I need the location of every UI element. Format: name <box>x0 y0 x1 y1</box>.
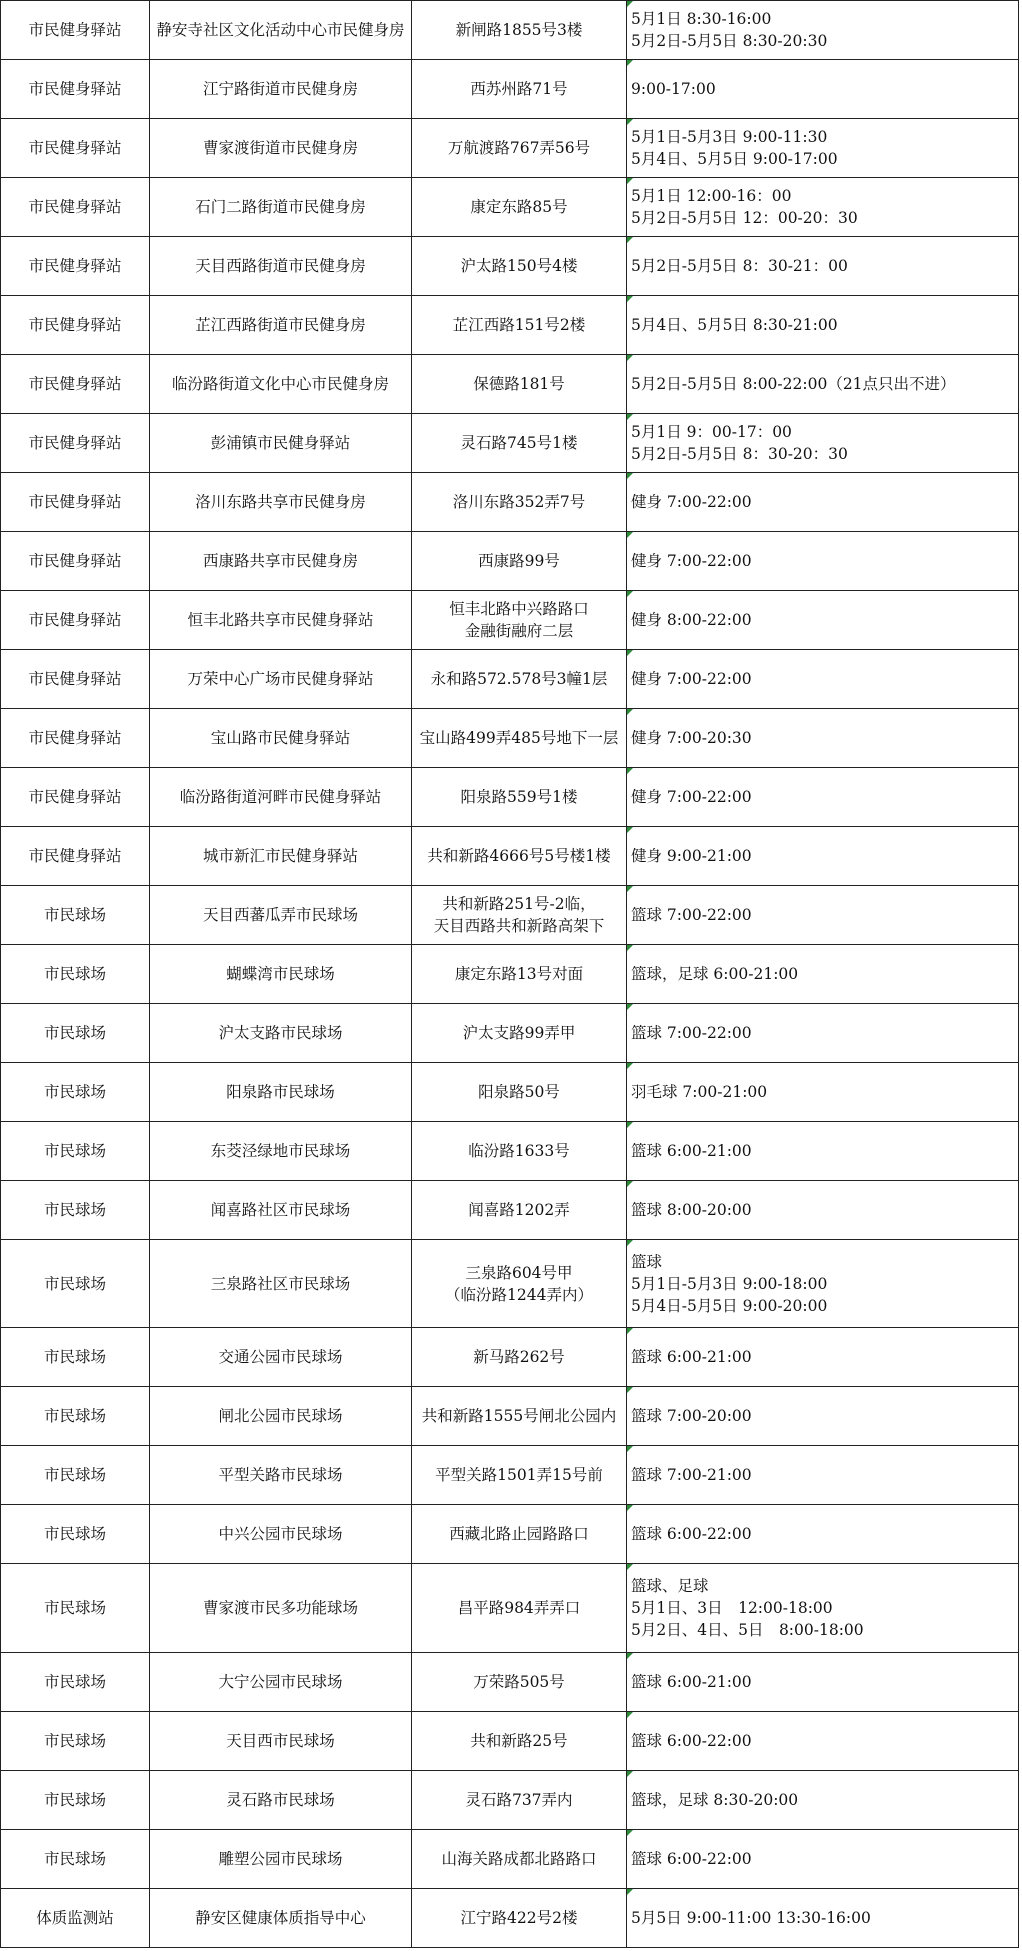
hours-line: 健身 7:00-22:00 <box>631 670 752 688</box>
venue-name-cell: 天目西路街道市民健身房 <box>150 237 412 296</box>
venue-name-cell: 中兴公园市民球场 <box>150 1505 412 1564</box>
opening-hours-cell <box>627 1712 1019 1771</box>
venue-name-cell: 平型关路市民球场 <box>150 1446 412 1505</box>
venue-address-cell <box>412 296 627 355</box>
venue-address-cell <box>412 768 627 827</box>
address-line: 共和新路25号 <box>470 1732 568 1750</box>
address-line: 临汾路1633号 <box>468 1142 570 1160</box>
venue-type-cell: 市民球场 <box>1 886 150 945</box>
table-row <box>1 237 1019 296</box>
address-line: 沪太路150号4楼 <box>460 257 578 275</box>
hours-line: 5月2日、4日、5日 8:00-18:00 <box>631 1621 864 1639</box>
venue-address-cell <box>412 1653 627 1712</box>
venue-type-cell: 市民健身驿站 <box>1 650 150 709</box>
venue-address-cell <box>412 1004 627 1063</box>
opening-hours-cell <box>627 414 1019 473</box>
venue-address-cell <box>412 1 627 60</box>
venue-name-cell: 城市新汇市民健身驿站 <box>150 827 412 886</box>
address-line: 新闸路1855号3楼 <box>455 21 583 39</box>
opening-hours-cell <box>627 119 1019 178</box>
table-row <box>1 1387 1019 1446</box>
table-row <box>1 1653 1019 1712</box>
venue-name-cell: 三泉路社区市民球场 <box>150 1240 412 1328</box>
venue-address-cell <box>412 1122 627 1181</box>
opening-hours-cell <box>627 1004 1019 1063</box>
opening-hours-cell <box>627 768 1019 827</box>
table-row <box>1 1004 1019 1063</box>
opening-hours-cell <box>627 1387 1019 1446</box>
venue-address-cell <box>412 60 627 119</box>
venue-type-cell: 市民健身驿站 <box>1 119 150 178</box>
venue-address-cell <box>412 709 627 768</box>
address-line: 天目西路共和新路高架下 <box>433 917 605 935</box>
venue-name-cell: 天目西蕃瓜弄市民球场 <box>150 886 412 945</box>
table-row <box>1 178 1019 237</box>
hours-line: 篮球 6:00-21:00 <box>631 1142 752 1160</box>
opening-hours-cell <box>627 1505 1019 1564</box>
opening-hours-cell <box>627 1564 1019 1653</box>
table-row <box>1 1181 1019 1240</box>
table-row <box>1 945 1019 1004</box>
address-line: 闻喜路1202弄 <box>468 1201 570 1219</box>
opening-hours-cell <box>627 1446 1019 1505</box>
hours-line: 篮球 7:00-22:00 <box>631 1024 752 1042</box>
venue-type-cell: 市民健身驿站 <box>1 709 150 768</box>
hours-line: 5月2日-5月5日 8：30-21：00 <box>631 257 848 275</box>
venue-name-cell: 宝山路市民健身驿站 <box>150 709 412 768</box>
venue-type-cell: 市民球场 <box>1 1564 150 1653</box>
venue-address-cell <box>412 355 627 414</box>
hours-line: 篮球 6:00-21:00 <box>631 1673 752 1691</box>
venue-name-cell: 西康路共享市民健身房 <box>150 532 412 591</box>
address-line: 西藏北路止园路路口 <box>449 1525 589 1543</box>
venue-type-cell: 市民球场 <box>1 1122 150 1181</box>
venue-type-cell: 市民健身驿站 <box>1 414 150 473</box>
venue-address-cell <box>412 1564 627 1653</box>
hours-line: 5月2日-5月5日 8:30-20:30 <box>631 32 828 50</box>
venue-type-cell: 市民健身驿站 <box>1 532 150 591</box>
table-row <box>1 1889 1019 1948</box>
address-line: 金融街融府二层 <box>464 622 574 640</box>
venue-type-cell: 市民球场 <box>1 945 150 1004</box>
venue-address-cell <box>412 1771 627 1830</box>
venue-type-cell: 市民球场 <box>1 1446 150 1505</box>
venue-name-cell: 闻喜路社区市民球场 <box>150 1181 412 1240</box>
hours-line: 5月1日-5月3日 9:00-18:00 <box>631 1274 828 1293</box>
opening-hours-cell <box>627 178 1019 237</box>
opening-hours-cell <box>627 355 1019 414</box>
venue-address-cell <box>412 237 627 296</box>
venue-name-cell: 江宁路街道市民健身房 <box>150 60 412 119</box>
hours-line: 5月4日、5月5日 8:30-21:00 <box>631 316 838 334</box>
venue-name-cell: 彭浦镇市民健身驿站 <box>150 414 412 473</box>
venue-type-cell: 市民健身驿站 <box>1 591 150 650</box>
table-row <box>1 473 1019 532</box>
venue-name-cell: 万荣中心广场市民健身驿站 <box>150 650 412 709</box>
hours-line: 健身 7:00-22:00 <box>631 552 752 570</box>
table-row <box>1 650 1019 709</box>
hours-line: 篮球 6:00-22:00 <box>631 1732 752 1750</box>
venue-schedule-body <box>1 1 1019 1948</box>
venue-address-cell <box>412 1240 627 1328</box>
venue-address-cell <box>412 1328 627 1387</box>
hours-line: 5月1日 12:00-16：00 <box>631 187 792 205</box>
address-line: 芷江西路151号2楼 <box>452 316 586 334</box>
hours-line: 9:00-17:00 <box>631 80 716 98</box>
opening-hours-cell <box>627 1063 1019 1122</box>
table-row <box>1 355 1019 414</box>
venue-type-cell: 市民球场 <box>1 1004 150 1063</box>
address-line: 恒丰北路中兴路路口 <box>449 600 589 618</box>
address-line: 共和新路251号-2临， <box>442 895 596 913</box>
venue-type-cell: 市民健身驿站 <box>1 355 150 414</box>
address-line: （临汾路1244弄内） <box>445 1285 593 1304</box>
venue-name-cell: 静安区健康体质指导中心 <box>150 1889 412 1948</box>
hours-line: 篮球 6:00-22:00 <box>631 1850 752 1868</box>
venue-address-cell <box>412 1889 627 1948</box>
hours-line: 健身 8:00-22:00 <box>631 611 752 629</box>
venue-address-cell <box>412 178 627 237</box>
hours-line: 篮球，足球 6:00-21:00 <box>631 965 799 983</box>
venue-name-cell: 临汾路街道河畔市民健身驿站 <box>150 768 412 827</box>
venue-name-cell: 洛川东路共享市民健身房 <box>150 473 412 532</box>
opening-hours-cell <box>627 591 1019 650</box>
address-line: 共和新路1555号闸北公园内 <box>421 1407 617 1425</box>
table-row <box>1 1505 1019 1564</box>
hours-line: 5月2日-5月5日 8:00-22:00（21点只出不进） <box>631 375 956 393</box>
hours-line: 篮球 7:00-21:00 <box>631 1466 752 1484</box>
venue-name-cell: 蝴蝶湾市民球场 <box>150 945 412 1004</box>
venue-address-cell <box>412 1505 627 1564</box>
opening-hours-cell <box>627 945 1019 1004</box>
table-row <box>1 886 1019 945</box>
hours-line: 健身 7:00-22:00 <box>631 788 752 806</box>
opening-hours-cell <box>627 532 1019 591</box>
venue-address-cell <box>412 532 627 591</box>
opening-hours-cell <box>627 60 1019 119</box>
venue-name-cell: 石门二路街道市民健身房 <box>150 178 412 237</box>
venue-type-cell: 市民健身驿站 <box>1 237 150 296</box>
venue-name-cell: 灵石路市民球场 <box>150 1771 412 1830</box>
table-row <box>1 60 1019 119</box>
venue-name-cell: 静安寺社区文化活动中心市民健身房 <box>150 1 412 60</box>
hours-line: 健身 7:00-20:30 <box>631 729 752 747</box>
address-line: 灵石路745号1楼 <box>460 434 578 452</box>
venue-address-cell <box>412 414 627 473</box>
venue-address-cell <box>412 827 627 886</box>
venue-name-cell: 雕塑公园市民球场 <box>150 1830 412 1889</box>
opening-hours-cell <box>627 650 1019 709</box>
address-line: 阳泉路559号1楼 <box>460 788 578 806</box>
opening-hours-cell <box>627 1830 1019 1889</box>
venue-type-cell: 市民球场 <box>1 1830 150 1889</box>
hours-line: 篮球、足球 <box>631 1577 709 1595</box>
address-line: 宝山路499弄485号地下一层 <box>419 729 619 747</box>
address-line: 万航渡路767弄56号 <box>447 139 591 157</box>
opening-hours-cell <box>627 1240 1019 1328</box>
hours-line: 5月1日 8:30-16:00 <box>631 10 772 28</box>
table-row <box>1 1712 1019 1771</box>
table-row <box>1 709 1019 768</box>
venue-type-cell: 市民球场 <box>1 1771 150 1830</box>
hours-line: 篮球，足球 8:30-20:00 <box>631 1791 799 1809</box>
hours-line: 5月2日-5月5日 12：00-20：30 <box>631 209 858 227</box>
venue-type-cell: 市民球场 <box>1 1505 150 1564</box>
address-line: 平型关路1501弄15号前 <box>435 1466 603 1484</box>
venue-address-cell <box>412 1712 627 1771</box>
address-line: 保德路181号 <box>473 375 565 393</box>
table-row <box>1 1771 1019 1830</box>
venue-name-cell: 曹家渡市民多功能球场 <box>150 1564 412 1653</box>
address-line: 西苏州路71号 <box>470 80 568 98</box>
venue-address-cell <box>412 1181 627 1240</box>
opening-hours-cell <box>627 1122 1019 1181</box>
venue-address-cell <box>412 591 627 650</box>
address-line: 永和路572.578号3幢1层 <box>430 670 608 688</box>
table-row <box>1 414 1019 473</box>
venue-type-cell: 体质监测站 <box>1 1889 150 1948</box>
address-line: 沪太支路99弄甲 <box>462 1024 576 1042</box>
venue-address-cell <box>412 1387 627 1446</box>
hours-line: 5月4日、5月5日 9:00-17:00 <box>631 150 838 168</box>
venue-type-cell: 市民球场 <box>1 1712 150 1771</box>
venue-name-cell: 临汾路街道文化中心市民健身房 <box>150 355 412 414</box>
address-line: 康定东路13号对面 <box>454 965 584 983</box>
venue-name-cell: 恒丰北路共享市民健身驿站 <box>150 591 412 650</box>
table-row <box>1 1446 1019 1505</box>
hours-line: 篮球 7:00-22:00 <box>631 906 752 924</box>
table-row <box>1 768 1019 827</box>
table-row <box>1 1328 1019 1387</box>
venue-address-cell <box>412 650 627 709</box>
opening-hours-cell <box>627 1 1019 60</box>
table-row <box>1 827 1019 886</box>
opening-hours-cell <box>627 1328 1019 1387</box>
hours-line: 篮球 6:00-22:00 <box>631 1525 752 1543</box>
table-row <box>1 1 1019 60</box>
table-row <box>1 1063 1019 1122</box>
venue-address-cell <box>412 1830 627 1889</box>
hours-line: 篮球 8:00-20:00 <box>631 1201 752 1219</box>
opening-hours-cell <box>627 886 1019 945</box>
opening-hours-cell <box>627 827 1019 886</box>
address-line: 三泉路604号甲 <box>465 1263 573 1282</box>
table-row <box>1 532 1019 591</box>
address-line: 万荣路505号 <box>473 1673 565 1691</box>
hours-line: 篮球 <box>631 1252 663 1271</box>
address-line: 洛川东路352弄7号 <box>452 493 586 511</box>
venue-type-cell: 市民球场 <box>1 1387 150 1446</box>
venue-type-cell: 市民健身驿站 <box>1 60 150 119</box>
hours-line: 健身 7:00-22:00 <box>631 493 752 511</box>
hours-line: 健身 9:00-21:00 <box>631 847 752 865</box>
venue-type-cell: 市民健身驿站 <box>1 296 150 355</box>
venue-address-cell <box>412 886 627 945</box>
opening-hours-cell <box>627 1771 1019 1830</box>
venue-type-cell: 市民健身驿站 <box>1 827 150 886</box>
hours-line: 5月5日 9:00-11:00 13:30-16:00 <box>631 1909 871 1927</box>
table-row <box>1 591 1019 650</box>
venue-type-cell: 市民球场 <box>1 1181 150 1240</box>
hours-line: 篮球 7:00-20:00 <box>631 1407 752 1425</box>
venue-type-cell: 市民球场 <box>1 1240 150 1328</box>
venue-name-cell: 沪太支路市民球场 <box>150 1004 412 1063</box>
address-line: 康定东路85号 <box>470 198 568 216</box>
venue-type-cell: 市民球场 <box>1 1653 150 1712</box>
opening-hours-cell <box>627 296 1019 355</box>
venue-type-cell: 市民健身驿站 <box>1 1 150 60</box>
venue-type-cell: 市民健身驿站 <box>1 768 150 827</box>
venue-name-cell: 阳泉路市民球场 <box>150 1063 412 1122</box>
venue-type-cell: 市民健身驿站 <box>1 178 150 237</box>
table-row <box>1 1122 1019 1181</box>
opening-hours-cell <box>627 1889 1019 1948</box>
opening-hours-cell <box>627 709 1019 768</box>
hours-line: 5月1日 9：00-17：00 <box>631 423 792 441</box>
hours-line: 篮球 6:00-21:00 <box>631 1348 752 1366</box>
hours-line: 羽毛球 7:00-21:00 <box>631 1083 768 1101</box>
hours-line: 5月1日-5月3日 9:00-11:30 <box>631 128 828 146</box>
venue-name-cell: 曹家渡街道市民健身房 <box>150 119 412 178</box>
hours-line: 5月2日-5月5日 8：30-20：30 <box>631 445 848 463</box>
venue-name-cell: 闸北公园市民球场 <box>150 1387 412 1446</box>
opening-hours-cell <box>627 1653 1019 1712</box>
address-line: 新马路262号 <box>473 1348 565 1366</box>
venue-type-cell: 市民球场 <box>1 1328 150 1387</box>
venue-name-cell: 大宁公园市民球场 <box>150 1653 412 1712</box>
venue-name-cell: 东茭泾绿地市民球场 <box>150 1122 412 1181</box>
venue-name-cell: 芷江西路街道市民健身房 <box>150 296 412 355</box>
table-row <box>1 1564 1019 1653</box>
address-line: 山海关路成都北路路口 <box>441 1850 597 1868</box>
hours-line: 5月1日、3日 12:00-18:00 <box>631 1599 833 1617</box>
venue-type-cell: 市民健身驿站 <box>1 473 150 532</box>
address-line: 昌平路984弄弄口 <box>457 1599 581 1617</box>
address-line: 西康路99号 <box>478 552 560 570</box>
venue-address-cell <box>412 473 627 532</box>
venue-type-cell: 市民球场 <box>1 1063 150 1122</box>
address-line: 共和新路4666号5号楼1楼 <box>427 847 611 865</box>
address-line: 阳泉路50号 <box>478 1083 560 1101</box>
venue-address-cell <box>412 945 627 1004</box>
venue-address-cell <box>412 1446 627 1505</box>
table-row <box>1 1830 1019 1889</box>
venue-address-cell <box>412 119 627 178</box>
opening-hours-cell <box>627 1181 1019 1240</box>
venue-name-cell: 交通公园市民球场 <box>150 1328 412 1387</box>
hours-line: 5月4日-5月5日 9:00-20:00 <box>631 1296 828 1315</box>
venue-name-cell: 天目西市民球场 <box>150 1712 412 1771</box>
address-line: 江宁路422号2楼 <box>460 1909 578 1927</box>
address-line: 灵石路737弄内 <box>465 1791 573 1809</box>
table-row <box>1 296 1019 355</box>
table-row <box>1 1240 1019 1328</box>
table-row <box>1 119 1019 178</box>
venue-address-cell <box>412 1063 627 1122</box>
opening-hours-cell <box>627 237 1019 296</box>
opening-hours-cell <box>627 473 1019 532</box>
